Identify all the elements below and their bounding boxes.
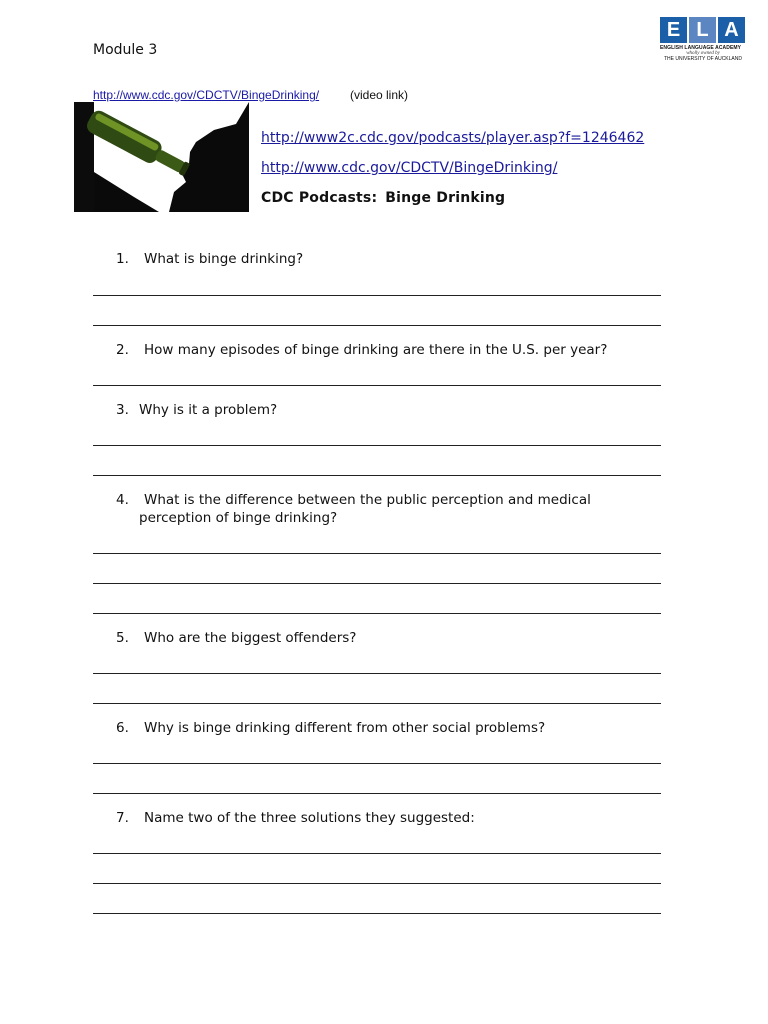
logo-academy-name: ENGLISH LANGUAGE ACADEMY <box>660 45 742 51</box>
answer-line[interactable] <box>93 295 661 296</box>
module-heading: Module 3 <box>93 42 158 58</box>
question-4 <box>116 491 591 527</box>
question-7 <box>116 809 475 827</box>
logo-letter-e: E <box>660 17 687 43</box>
answer-line[interactable] <box>93 445 661 446</box>
answer-line[interactable] <box>93 583 661 584</box>
answer-line[interactable] <box>93 673 661 674</box>
question-text-continued: perception of binge drinking? <box>139 510 338 526</box>
question-number: 1. <box>116 251 129 267</box>
podcast-title-label: CDC Podcasts: <box>261 190 378 206</box>
answer-line[interactable] <box>93 763 661 764</box>
question-text: What is binge drinking? <box>144 251 304 267</box>
question-number: 6. <box>116 720 129 736</box>
answer-line[interactable] <box>93 793 661 794</box>
answer-line[interactable] <box>93 913 661 914</box>
question-6 <box>116 719 545 737</box>
binge-drinking-photo <box>74 102 249 212</box>
ela-logo <box>660 17 746 62</box>
answer-line[interactable] <box>93 853 661 854</box>
question-2 <box>116 341 607 359</box>
question-1 <box>116 250 303 268</box>
answer-line[interactable] <box>93 325 661 326</box>
question-text: Who are the biggest offenders? <box>144 630 357 646</box>
podcast-title <box>261 190 505 206</box>
answer-line[interactable] <box>93 385 661 386</box>
question-number: 7. <box>116 810 129 826</box>
answer-line[interactable] <box>93 475 661 476</box>
video-link[interactable]: http://www.cdc.gov/CDCTV/BingeDrinking/ <box>93 88 320 102</box>
question-text: Why is it a problem? <box>139 402 278 418</box>
question-text: What is the difference between the public perception and medical <box>144 492 591 508</box>
question-number: 3. <box>116 402 129 418</box>
podcast-player-link[interactable]: http://www2c.cdc.gov/podcasts/player.asp?f=1246462 <box>261 130 645 146</box>
question-number: 4. <box>116 492 129 508</box>
answer-line[interactable] <box>93 553 661 554</box>
question-5 <box>116 629 356 647</box>
logo-university: THE UNIVERSITY OF AUCKLAND <box>664 56 742 62</box>
question-3 <box>116 401 277 419</box>
answer-line[interactable] <box>93 703 661 704</box>
podcast-title-topic: Binge Drinking <box>385 190 506 206</box>
cdctv-link[interactable]: http://www.cdc.gov/CDCTV/BingeDrinking/ <box>261 160 558 176</box>
logo-owned-by: wholly owned by <box>686 51 720 56</box>
answer-line[interactable] <box>93 613 661 614</box>
question-text: Why is binge drinking different from other social problems? <box>144 720 546 736</box>
question-text: Name two of the three solutions they suggested: <box>144 810 475 826</box>
answer-line[interactable] <box>93 883 661 884</box>
logo-letters <box>660 17 746 43</box>
logo-letter-l: L <box>689 17 716 43</box>
question-number: 5. <box>116 630 129 646</box>
question-number: 2. <box>116 342 129 358</box>
logo-letter-a: A <box>718 17 745 43</box>
question-text: How many episodes of binge drinking are there in the U.S. per year? <box>144 342 608 358</box>
video-link-note: (video link) <box>350 88 409 102</box>
